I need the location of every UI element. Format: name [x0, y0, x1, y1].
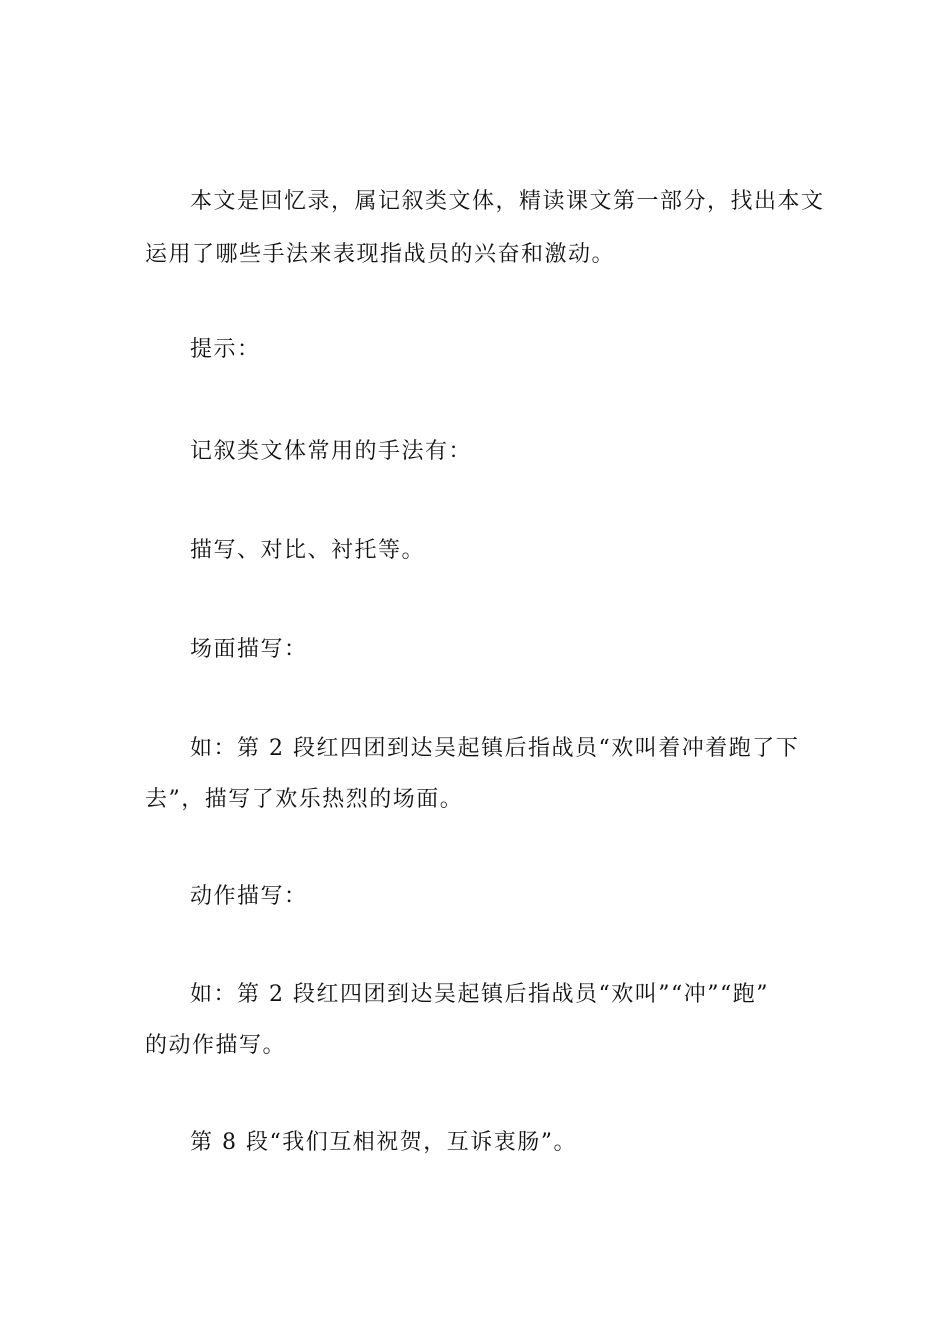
paragraph-3-techniques-intro: 记叙类文体常用的手法有：	[190, 439, 473, 464]
paragraph-2-hint: 提示：	[190, 337, 261, 362]
paragraph-7-action-heading: 动作描写：	[190, 884, 308, 909]
paragraph-1-line-1: 本文是回忆录，属记叙类文体，精读课文第一部分，找出本文	[190, 189, 825, 214]
paragraph-8-line-2: 的动作描写。	[145, 1033, 287, 1058]
paragraph-4-techniques-list: 描写、对比、衬托等。	[190, 538, 426, 563]
paragraph-6-line-1: 如：第 2 段红四团到达吴起镇后指战员“欢叫着冲着跑了下	[190, 736, 800, 761]
paragraph-6-line-2: 去”，描写了欢乐热烈的场面。	[145, 787, 464, 812]
paragraph-5-scene-heading: 场面描写：	[190, 637, 308, 662]
paragraph-1-line-2: 运用了哪些手法来表现指战员的兴奋和激动。	[145, 242, 616, 267]
paragraph-9-line-1: 第 8 段“我们互相祝贺，互诉衷肠”。	[190, 1130, 577, 1155]
paragraph-8-line-1: 如：第 2 段红四团到达吴起镇后指战员“欢叫”“冲”“跑”	[190, 982, 769, 1007]
